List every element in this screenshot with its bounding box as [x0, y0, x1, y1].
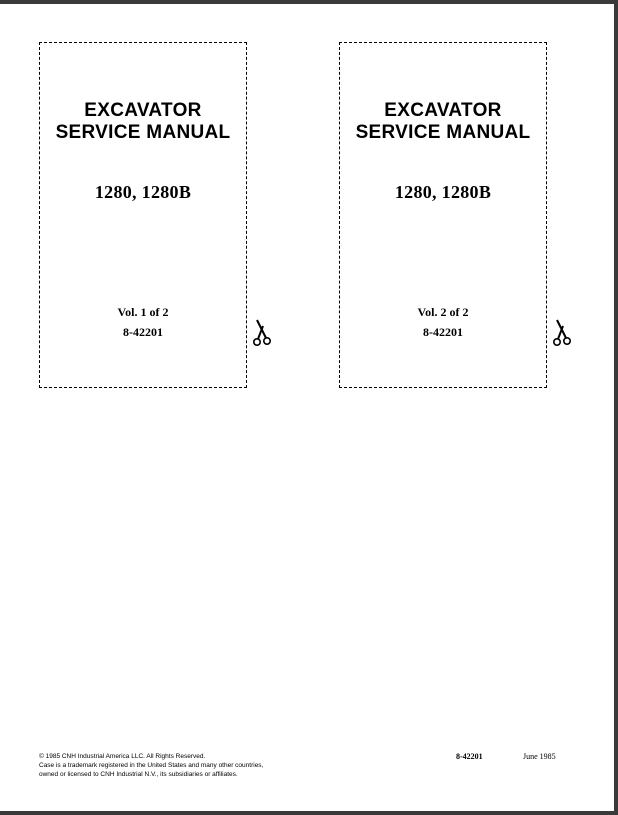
- label-models: 1280, 1280B: [94, 182, 192, 202]
- spine-label-vol-1: [39, 42, 247, 388]
- label-part-number: 8-42201: [423, 325, 463, 339]
- scissors-icon: [550, 318, 574, 348]
- copyright-line: © 1985 CNH Industrial America LLC. All Rights Reserved.: [39, 753, 206, 760]
- footer-part-number: 8-42201: [456, 752, 483, 761]
- label-volume: Vol. 1 of 2: [117, 305, 169, 319]
- bottom-border: [0, 811, 618, 815]
- label-title-line-2: SERVICE MANUAL: [55, 122, 231, 143]
- label-title: [40, 100, 246, 144]
- right-border: [614, 0, 618, 815]
- label-title-line-1: EXCAVATOR: [384, 100, 502, 121]
- spine-label-vol-2: [339, 42, 547, 388]
- copyright-line: Case is a trademark registered in the United States and many other countries,: [39, 762, 264, 769]
- top-border: [0, 0, 618, 4]
- scissors-icon: [250, 318, 274, 348]
- label-models: 1280, 1280B: [394, 182, 492, 202]
- label-title: [340, 100, 546, 144]
- footer-date: June 1985: [523, 752, 556, 761]
- label-title-line-2: SERVICE MANUAL: [355, 122, 531, 143]
- copyright-notice: [39, 752, 299, 779]
- label-title-line-1: EXCAVATOR: [84, 100, 202, 121]
- copyright-line: owned or licensed to CNH Industrial N.V., its subsidiaries or affiliates.: [39, 771, 238, 778]
- label-part-number: 8-42201: [123, 325, 163, 339]
- label-volume: Vol. 2 of 2: [417, 305, 469, 319]
